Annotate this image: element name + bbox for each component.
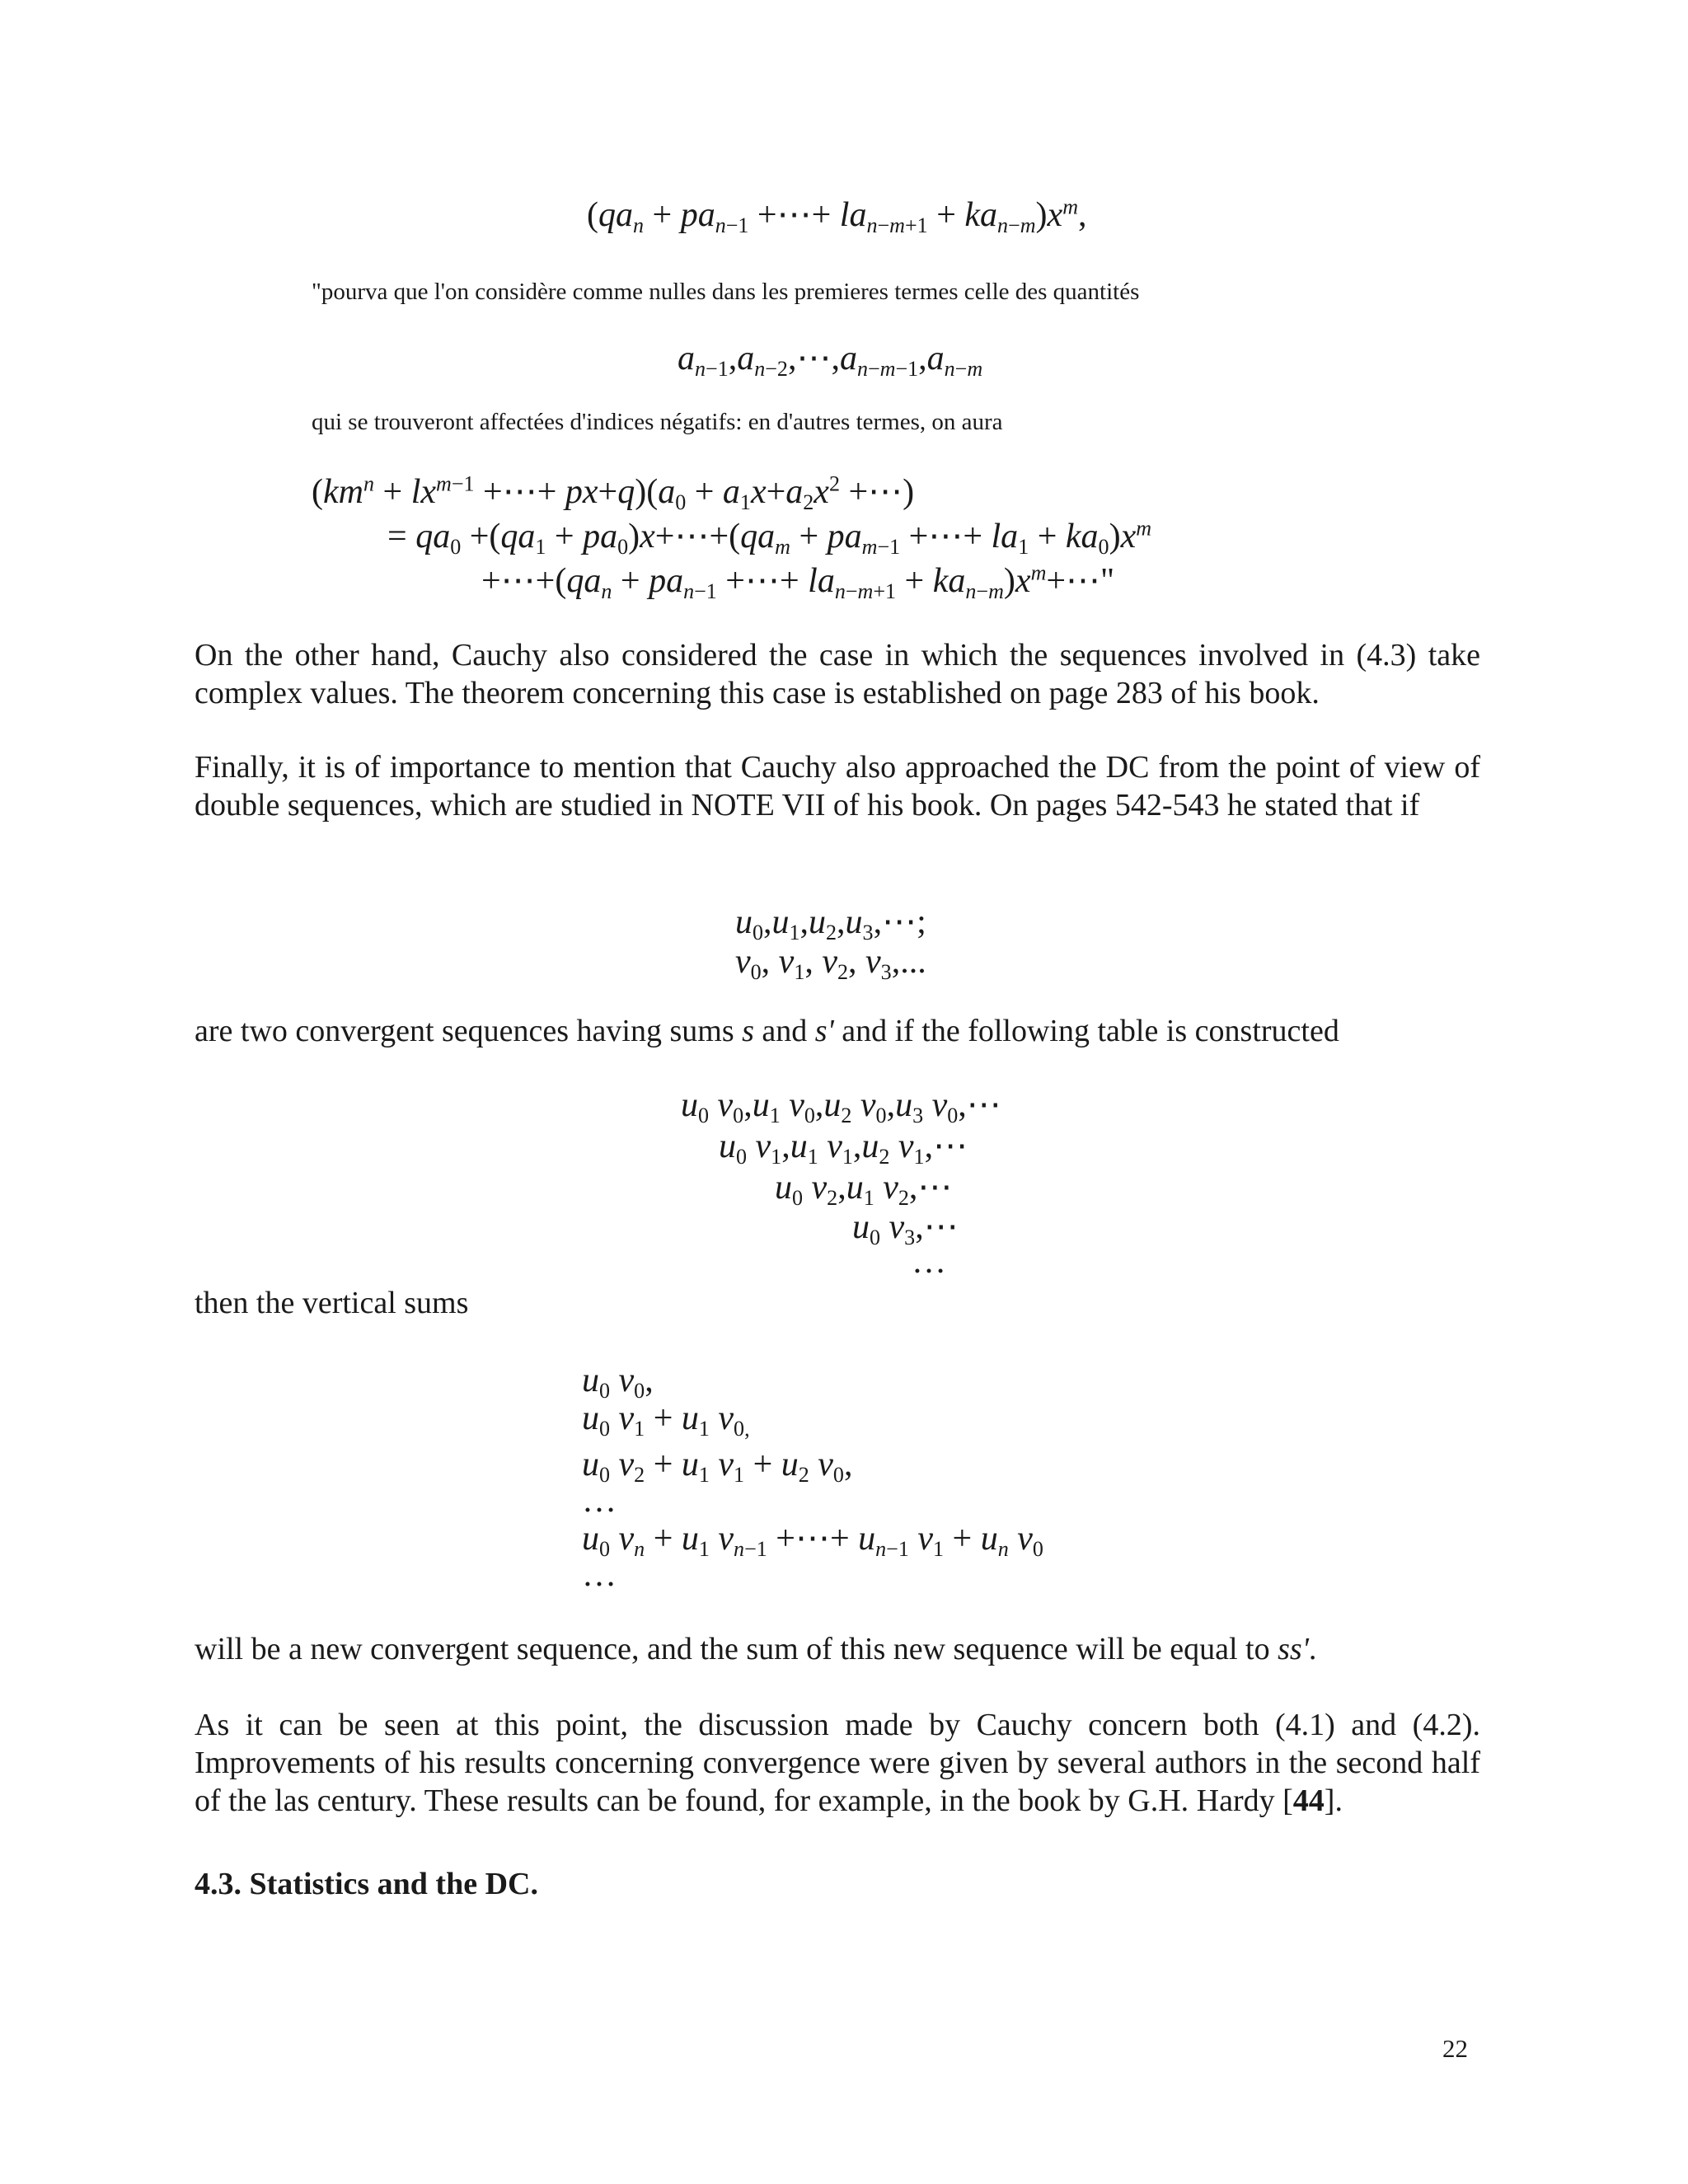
quote-line-2: qui se trouveront affectées d'indices négatifs: en d'autres termes, on aura	[312, 409, 1003, 435]
formula-product-line-2: = $qa_0 +(qa_1$ + $pa_0)x+\cdots+(qa_m + pa_{m-1}$ +⋯+ $la_1 + ka_0)x^m$	[387, 516, 1152, 559]
formula-coefficient: ($qa_n + pa_{n-1}$ +⋯+ $la_{n-m+1} + ka_{n-m})x^m$,	[587, 194, 1087, 237]
paragraph-vertical-sums: then the vertical sums	[195, 1286, 469, 1320]
formula-quantities: $a_{n-1},a_{n-2},\cdots,a_{n-m-1},a_{n-m}$	[678, 340, 983, 381]
formula-sum-n: $u_0$ $v_n + u_1$ $v_{n-1}$ +⋯+ $u_{n-1}$ $v_1 + u_n$ $v_0$	[582, 1520, 1043, 1561]
quote-line-1: "pourva que l'on considère comme nulles dans les premieres termes celle des quantités	[312, 279, 1140, 305]
formula-sum-ellipsis-1: …	[582, 1482, 617, 1520]
formula-sequence-v: $v_0$, $v_1$, $v_2$, $v_3$,...	[735, 943, 926, 984]
paragraph-improvements: As it can be seen at this point, the discussion made by Cauchy concern both (4.1) and (4.2). Improvements of his results concerning convergence were given by several authors in the second half of the las century. These results can be found, for example, in the book by G.H. Hardy [44].	[195, 1708, 1480, 1818]
section-heading: 4.3. Statistics and the DC.	[195, 1867, 538, 1901]
paragraph-two-sequences: are two convergent sequences having sums s and s' and if the following table is constructed	[195, 1014, 1339, 1048]
paragraph-complex-values: On the other hand, Cauchy also considered the case in which the sequences involved in (4.3) take complex values. The theorem concerning this case is established on page 283 of his book.	[195, 638, 1480, 710]
paragraph-new-sequence: will be a new convergent sequence, and the sum of this new sequence will be equal to ss'.	[195, 1632, 1317, 1666]
page-number: 22	[1442, 2034, 1468, 2063]
formula-table-row-2: $u_0$ $v_1,u_1$ $v_1,u_2$ $v_1,\cdots$	[719, 1127, 968, 1169]
formula-product-line-1: ($km^n + lx^{m-1}$ +⋯+ $px+q)(a_0 + a_1x+a_2x^2$ +⋯)	[312, 471, 915, 514]
formula-product-line-3: $+\cdots+(qa_n + pa_{n-1}$ +⋯+ $la_{n-m+1}$ + $ka_{n-m})x^m+\cdots$"	[481, 560, 1115, 603]
formula-table-row-3: $u_0$ $v_2,u_1$ $v_2,\cdots$	[775, 1169, 953, 1210]
formula-sum-2: $u_0$ $v_1 + u_1$ $v_{0,}$	[582, 1399, 750, 1441]
formula-table-row-5: …	[912, 1243, 946, 1281]
formula-table-row-4: $u_0$ $v_3,\cdots$	[852, 1208, 959, 1249]
paragraph-double-sequences: Finally, it is of importance to mention that Cauchy also approached the DC from the point of view of double sequences, which are studied in NOTE VII of his book. On pages 542-543 he stated that if	[195, 750, 1480, 823]
formula-sum-3: $u_0$ $v_2 + u_1$ $v_1 + u_2$ $v_0$,	[582, 1446, 853, 1487]
formula-sequence-u: $u_0,u_1,u_2,u_3,\cdots$;	[735, 903, 926, 944]
formula-sum-ellipsis-2: …	[582, 1556, 617, 1594]
formula-table-row-1: $u_0$ $v_0,u_1$ $v_0,u_2$ $v_0,u_3$ $v_0,\cdots$	[681, 1086, 1001, 1127]
formula-sum-1: $u_0$ $v_0$,	[582, 1361, 654, 1403]
